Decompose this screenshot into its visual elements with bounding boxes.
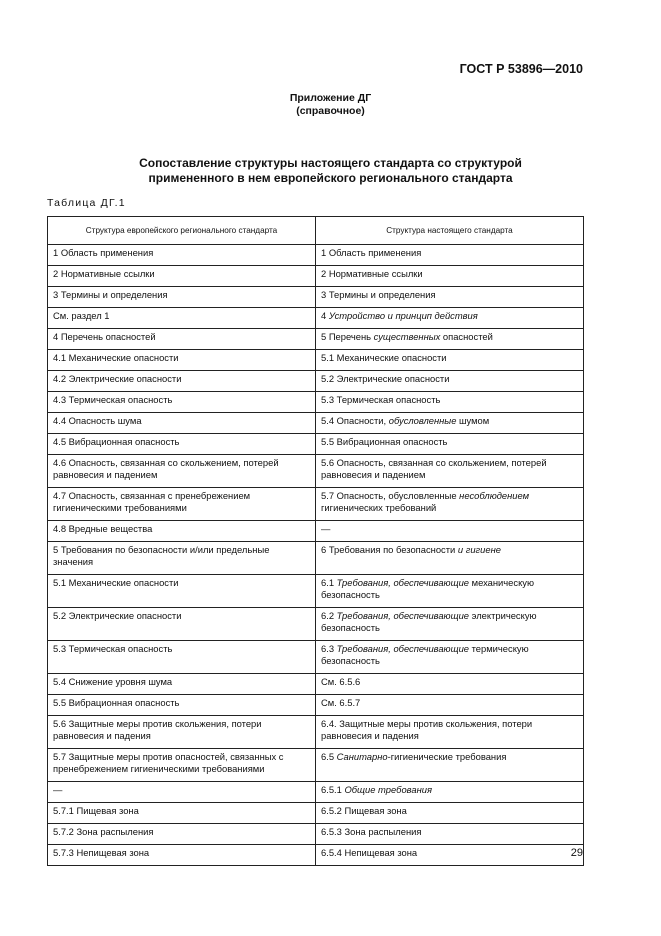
table-row bbox=[48, 641, 584, 674]
cell-national-structure: 6.1 Требования, обеспечивающие механическую безопасность bbox=[316, 575, 584, 608]
table-row bbox=[48, 392, 584, 413]
cell-national-structure: 6.5.4 Непищевая зона bbox=[316, 845, 584, 866]
cell-national-structure: 6.3 Требования, обеспечивающие термическую безопасность bbox=[316, 641, 584, 674]
cell-european-structure: 1 Область применения bbox=[48, 245, 316, 266]
page-number: 29 bbox=[570, 847, 583, 859]
table-row bbox=[48, 749, 584, 782]
italic-text: Требования, обеспечивающие bbox=[336, 577, 470, 588]
table-body bbox=[48, 245, 584, 866]
table-row bbox=[48, 803, 584, 824]
cell-european-structure: 4 Перечень опасностей bbox=[48, 329, 316, 350]
table-row bbox=[48, 542, 584, 575]
column-header-national: Структура настоящего стандарта bbox=[316, 217, 584, 245]
table-row bbox=[48, 350, 584, 371]
table-row bbox=[48, 845, 584, 866]
cell-national-structure: 5.7 Опасность, обусловленные несоблюдением гигиенических требований bbox=[316, 488, 584, 521]
italic-text: и гигиене bbox=[457, 544, 501, 555]
table-row bbox=[48, 716, 584, 749]
cell-national-structure: 5.3 Термическая опасность bbox=[316, 392, 584, 413]
cell-european-structure: 4.3 Термическая опасность bbox=[48, 392, 316, 413]
cell-european-structure: — bbox=[48, 782, 316, 803]
cell-european-structure: См. раздел 1 bbox=[48, 308, 316, 329]
italic-text: Общие требования bbox=[344, 784, 432, 795]
cell-national-structure: 6.5 Санитарно-гигиенические требования bbox=[316, 749, 584, 782]
table-row bbox=[48, 782, 584, 803]
cell-european-structure: 4.1 Механические опасности bbox=[48, 350, 316, 371]
cell-national-structure: 6.5.3 Зона распыления bbox=[316, 824, 584, 845]
italic-text: Санитарно bbox=[336, 751, 388, 762]
cell-national-structure: 5 Перечень существенных опасностей bbox=[316, 329, 584, 350]
column-header-european: Структура европейского регионального стандарта bbox=[48, 217, 316, 245]
cell-european-structure: 3 Термины и определения bbox=[48, 287, 316, 308]
table-row bbox=[48, 308, 584, 329]
cell-national-structure: 4 Устройство и принцип действия bbox=[316, 308, 584, 329]
table-row bbox=[48, 674, 584, 695]
table-row bbox=[48, 824, 584, 845]
cell-european-structure: 4.2 Электрические опасности bbox=[48, 371, 316, 392]
cell-european-structure: 4.8 Вредные вещества bbox=[48, 521, 316, 542]
table-row bbox=[48, 287, 584, 308]
cell-european-structure: 5.5 Вибрационная опасность bbox=[48, 695, 316, 716]
table-row bbox=[48, 245, 584, 266]
italic-text: Требования, обеспечивающие bbox=[336, 610, 470, 621]
cell-national-structure: См. 6.5.7 bbox=[316, 695, 584, 716]
italic-text: Требования, обеспечивающие bbox=[336, 643, 470, 654]
table-label: Таблица ДГ.1 bbox=[47, 197, 126, 209]
heading-line-2: примененного в нем европейского регионального стандарта bbox=[148, 171, 513, 185]
cell-national-structure: 6.5.2 Пищевая зона bbox=[316, 803, 584, 824]
cell-european-structure: 5 Требования по безопасности и/или предельные значения bbox=[48, 542, 316, 575]
table-header-row bbox=[48, 217, 584, 245]
italic-text: несоблюдением bbox=[459, 490, 530, 501]
cell-national-structure: 5.6 Опасность, связанная со скольжением, потерей равновесия и падением bbox=[316, 455, 584, 488]
table-row bbox=[48, 329, 584, 350]
appendix-header bbox=[0, 92, 661, 118]
cell-national-structure: 6.5.1 Общие требования bbox=[316, 782, 584, 803]
cell-european-structure: 5.7.3 Непищевая зона bbox=[48, 845, 316, 866]
document-code: ГОСТ Р 53896—2010 bbox=[459, 62, 583, 76]
table-row bbox=[48, 413, 584, 434]
appendix-title: Приложение ДГ bbox=[289, 92, 372, 104]
cell-european-structure: 5.2 Электрические опасности bbox=[48, 608, 316, 641]
cell-national-structure: 5.1 Механические опасности bbox=[316, 350, 584, 371]
comparison-table bbox=[47, 216, 584, 866]
cell-national-structure: 1 Область применения bbox=[316, 245, 584, 266]
table-row bbox=[48, 371, 584, 392]
table-row bbox=[48, 608, 584, 641]
cell-european-structure: 4.4 Опасность шума bbox=[48, 413, 316, 434]
cell-european-structure: 4.5 Вибрационная опасность bbox=[48, 434, 316, 455]
cell-national-structure: 6.2 Требования, обеспечивающие электрическую безопасность bbox=[316, 608, 584, 641]
cell-national-structure: 5.5 Вибрационная опасность bbox=[316, 434, 584, 455]
cell-european-structure: 5.7.2 Зона распыления bbox=[48, 824, 316, 845]
italic-text: существенных bbox=[373, 331, 441, 342]
cell-national-structure: 5.2 Электрические опасности bbox=[316, 371, 584, 392]
section-heading bbox=[0, 156, 661, 186]
heading-line-1: Сопоставление структуры настоящего стандарта со структурой bbox=[139, 156, 522, 170]
table-row bbox=[48, 575, 584, 608]
table-row bbox=[48, 434, 584, 455]
cell-european-structure: 5.3 Термическая опасность bbox=[48, 641, 316, 674]
table-row bbox=[48, 455, 584, 488]
cell-european-structure: 5.7.1 Пищевая зона bbox=[48, 803, 316, 824]
appendix-subtitle: (справочное) bbox=[296, 105, 365, 117]
table-row bbox=[48, 266, 584, 287]
cell-national-structure: 5.4 Опасности, обусловленные шумом bbox=[316, 413, 584, 434]
cell-european-structure: 4.6 Опасность, связанная со скольжением, потерей равновесия и падением bbox=[48, 455, 316, 488]
cell-european-structure: 5.7 Защитные меры против опасностей, связанных с пренебрежением гигиеническими требованиями bbox=[48, 749, 316, 782]
cell-national-structure: См. 6.5.6 bbox=[316, 674, 584, 695]
cell-european-structure: 5.4 Снижение уровня шума bbox=[48, 674, 316, 695]
italic-text: Устройство и принцип действия bbox=[328, 310, 478, 321]
table-row bbox=[48, 521, 584, 542]
cell-national-structure: 6.4. Защитные меры против скольжения, потери равновесия и падения bbox=[316, 716, 584, 749]
cell-european-structure: 2 Нормативные ссылки bbox=[48, 266, 316, 287]
cell-european-structure: 4.7 Опасность, связанная с пренебрежением гигиеническими требованиями bbox=[48, 488, 316, 521]
cell-european-structure: 5.6 Защитные меры против скольжения, потери равновесия и падения bbox=[48, 716, 316, 749]
cell-national-structure: — bbox=[316, 521, 584, 542]
italic-text: обусловленные bbox=[388, 415, 457, 426]
cell-national-structure: 3 Термины и определения bbox=[316, 287, 584, 308]
cell-national-structure: 2 Нормативные ссылки bbox=[316, 266, 584, 287]
cell-national-structure: 6 Требования по безопасности и гигиене bbox=[316, 542, 584, 575]
cell-european-structure: 5.1 Механические опасности bbox=[48, 575, 316, 608]
table-row bbox=[48, 695, 584, 716]
table-row bbox=[48, 488, 584, 521]
